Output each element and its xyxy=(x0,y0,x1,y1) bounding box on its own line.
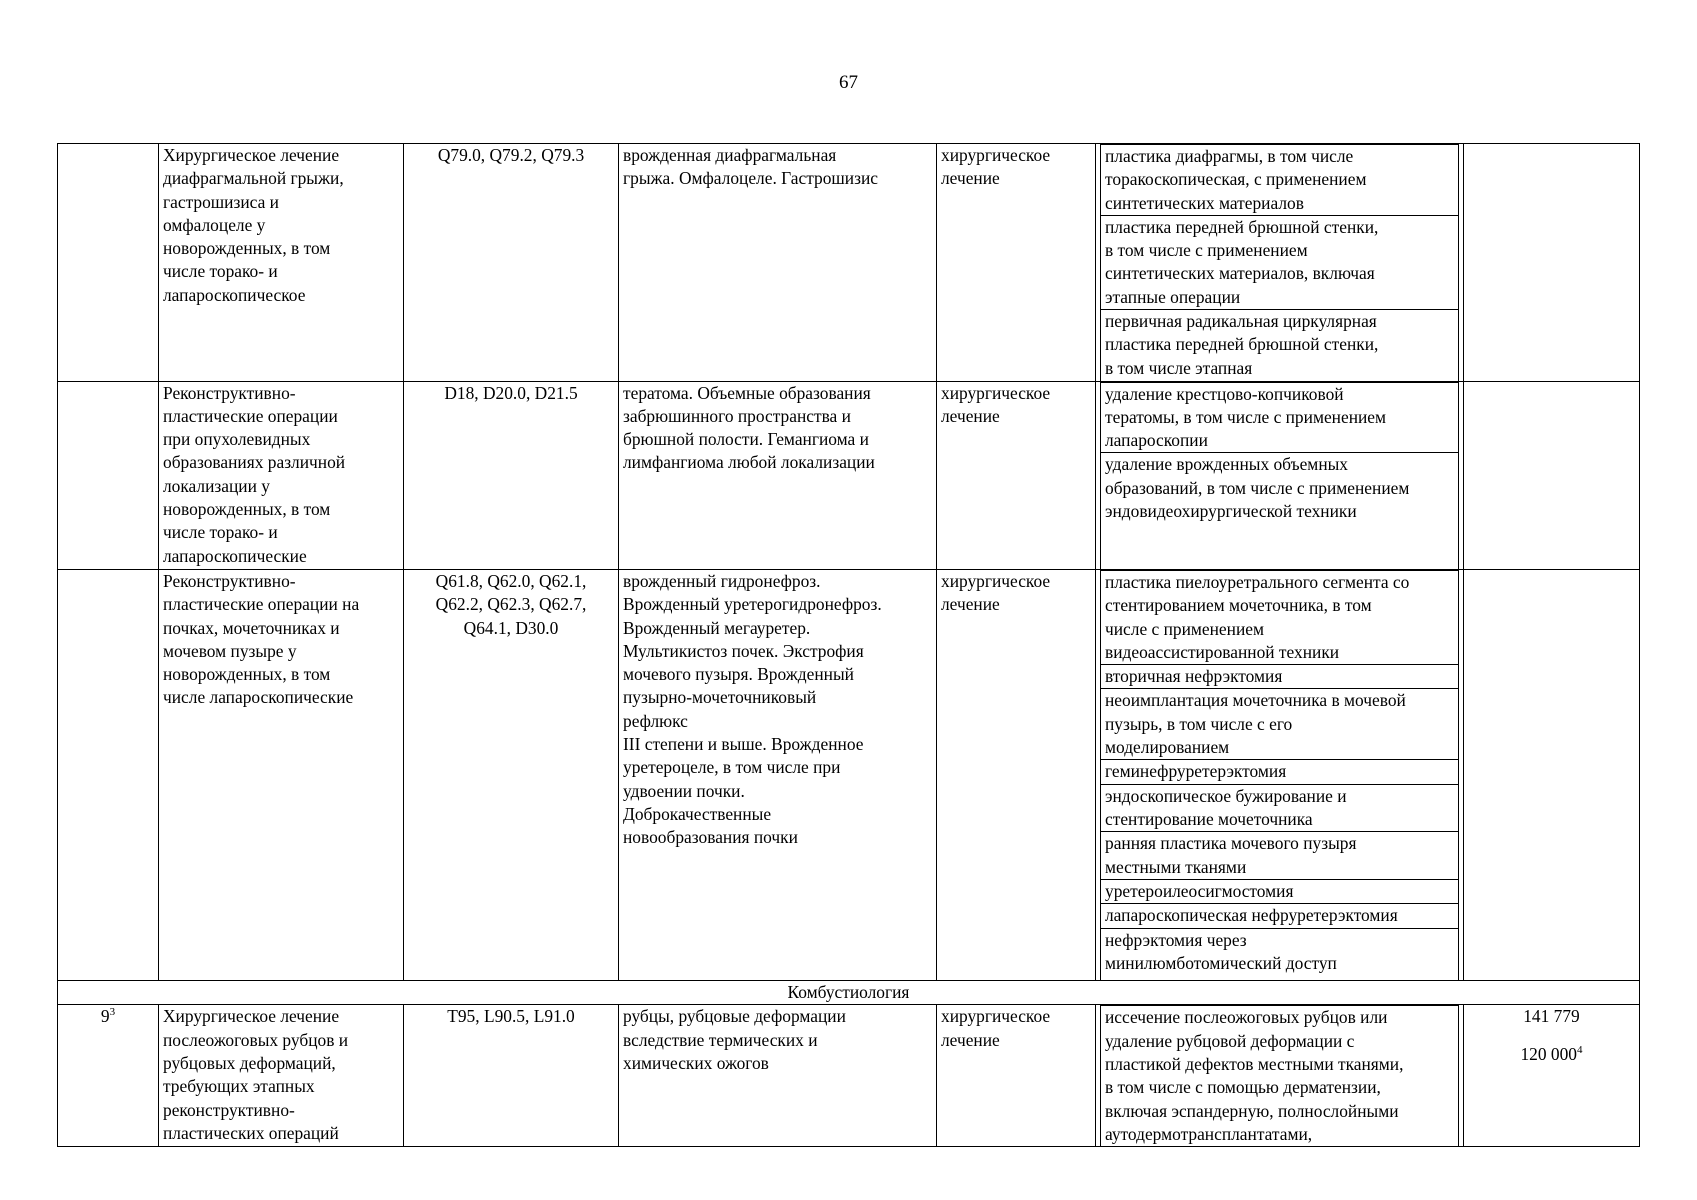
service-name-cell xyxy=(159,144,404,382)
cell-text-line: числе торако- и xyxy=(163,522,278,543)
cost-cell xyxy=(1464,144,1640,382)
method-text-line: геминефруретерэктомия xyxy=(1105,761,1287,782)
method-item xyxy=(1101,310,1459,381)
method-item xyxy=(1101,215,1459,309)
cell-text-line: Q62.2, Q62.3, Q62.7, xyxy=(435,594,587,615)
method-text-line: удаление врожденных объемных xyxy=(1105,454,1349,475)
method-text-line: в том числе с помощью дерматензии, xyxy=(1105,1077,1381,1098)
patient-model-cell xyxy=(619,144,937,382)
cell-text-line: тератома. Объемные образования xyxy=(623,382,871,403)
cell-text-line: лечение xyxy=(941,405,1000,426)
treatment-methods-cell xyxy=(1096,144,1464,382)
method-item xyxy=(1101,382,1459,453)
cell-text-line: лапароскопические xyxy=(163,545,307,566)
treatment-type-cell xyxy=(937,144,1096,382)
treatment-methods-cell xyxy=(1096,1005,1464,1147)
cell-text-line: врожденная диафрагмальная xyxy=(623,145,837,165)
method-text-line: моделированием xyxy=(1105,737,1230,758)
method-text xyxy=(1101,215,1459,309)
cell-text-line: Q64.1, D30.0 xyxy=(463,617,559,638)
cell-text-line: реконструктивно- xyxy=(163,1099,295,1120)
cost-cell xyxy=(1464,381,1640,569)
cell-text-line: химических ожогов xyxy=(623,1052,769,1073)
method-item xyxy=(1101,665,1459,689)
cell-text-line: хирургическое xyxy=(941,145,1051,165)
method-text xyxy=(1101,145,1459,216)
icd-codes-cell xyxy=(404,144,619,382)
method-text xyxy=(1101,310,1459,381)
cell-text-line: лечение xyxy=(941,1029,1000,1050)
cell-text-line: новообразования почки xyxy=(623,827,798,848)
method-text-line: местными тканями xyxy=(1105,856,1247,877)
cell-text-line: забрюшинного пространства и xyxy=(623,405,851,426)
cell-text-line: T95, L90.5, L91.0 xyxy=(447,1006,575,1027)
cost-cell xyxy=(1464,1005,1640,1147)
cell-text-line: новорожденных, в том xyxy=(163,664,331,685)
icd-codes-cell xyxy=(404,381,619,569)
cell-text-line: рефлюкс xyxy=(623,710,688,731)
cell-text-line: лимфангиома любой локализации xyxy=(623,452,875,473)
method-text-line: уретероилеосигмостомия xyxy=(1105,880,1294,901)
method-text-line: пластика передней брюшной стенки, xyxy=(1105,334,1379,355)
cell-text-line: Хирургическое лечение xyxy=(163,1006,340,1027)
cell-text-line: Хирургическое лечение xyxy=(163,145,340,165)
cell-text-line: пластических операций xyxy=(163,1122,339,1143)
method-text-line: минилюмботомический доступ xyxy=(1105,952,1337,973)
cell-text-line: при опухолевидных xyxy=(163,429,311,450)
method-item xyxy=(1101,784,1459,832)
method-text xyxy=(1101,665,1459,689)
method-text-line: торакоскопическая, с применением xyxy=(1105,169,1367,190)
method-text-line: пузырь, в том числе с его xyxy=(1105,713,1293,734)
cell-text-line: рубцовых деформаций, xyxy=(163,1052,336,1073)
method-text-line: пластика диафрагмы, в том числе xyxy=(1105,146,1354,166)
method-item xyxy=(1101,760,1459,784)
cell-text-line: локализации у xyxy=(163,475,270,496)
cell-text-line: рубцы, рубцовые деформации xyxy=(623,1006,846,1027)
service-name-cell xyxy=(159,381,404,569)
cell-text-line: требующих этапных xyxy=(163,1076,315,1097)
cell-text-line: новорожденных, в том xyxy=(163,238,331,259)
cell-text-line: Мультикистоз почек. Экстрофия xyxy=(623,640,864,661)
method-item xyxy=(1101,145,1459,216)
cell-text-line: почках, мочеточниках и xyxy=(163,617,340,638)
cell-text-line: пластические операции на xyxy=(163,594,360,615)
method-text-line: тератомы, в том числе с применением xyxy=(1105,406,1387,427)
cell-text-line: брюшной полости. Гемангиома и xyxy=(623,429,869,450)
method-text-line: лапароскопии xyxy=(1105,430,1208,451)
method-item xyxy=(1101,689,1459,760)
icd-codes-cell xyxy=(404,569,619,980)
cell-text-line: числе лапароскопические xyxy=(163,687,354,708)
cell-text-line: образованиях различной xyxy=(163,452,346,473)
treatment-type-cell xyxy=(937,381,1096,569)
cell-text-line: новорожденных, в том xyxy=(163,499,331,520)
treatment-methods-cell xyxy=(1096,381,1464,569)
method-text-line: числе с применением xyxy=(1105,618,1264,639)
cell-text-line: Q61.8, Q62.0, Q62.1, xyxy=(435,570,587,591)
treatment-methods-cell xyxy=(1096,569,1464,980)
section-header-row xyxy=(58,981,1640,1005)
cell-text-line: III степени и выше. Врожденное xyxy=(623,734,864,755)
method-text-line: стентирование мочеточника xyxy=(1105,809,1313,830)
method-text xyxy=(1101,689,1459,760)
method-text-line: включая эспандерную, полнослойными xyxy=(1105,1100,1399,1121)
method-text-line: пластика передней брюшной стенки, xyxy=(1105,216,1379,237)
method-text-line: пластика пиелоуретрального сегмента со xyxy=(1105,571,1410,592)
cell-text-line: грыжа. Омфалоцеле. Гастрошизис xyxy=(623,168,878,189)
method-text-line: удаление крестцово-копчиковой xyxy=(1105,383,1344,404)
cell-text-line: диафрагмальной грыжи, xyxy=(163,168,344,189)
method-text xyxy=(1101,760,1459,784)
patient-model-cell xyxy=(619,1005,937,1147)
method-item xyxy=(1101,904,1459,928)
method-text-line: образований, в том числе с применением xyxy=(1105,477,1410,498)
cell-text-line: вследствие термических и xyxy=(623,1029,818,1050)
cell-text-line: Реконструктивно- xyxy=(163,570,296,591)
row-number-cell xyxy=(58,144,159,382)
cell-text-line: Врожденный уретерогидронефроз. xyxy=(623,594,882,615)
method-text xyxy=(1101,928,1459,980)
cell-text-line: лечение xyxy=(941,594,1000,615)
treatment-type-cell xyxy=(937,1005,1096,1147)
services-table xyxy=(57,143,1640,1147)
patient-model-cell xyxy=(619,569,937,980)
cell-text-line: Реконструктивно- xyxy=(163,382,296,403)
cell-text-line: хирургическое xyxy=(941,382,1051,403)
method-text-line: лапароскопическая нефруретерэктомия xyxy=(1105,905,1398,926)
table-row xyxy=(58,144,1640,382)
patient-model-cell xyxy=(619,381,937,569)
method-text-line: синтетических материалов, включая xyxy=(1105,263,1375,284)
service-name-cell xyxy=(159,1005,404,1147)
cell-text-line: мочевого пузыря. Врожденный xyxy=(623,664,854,685)
method-item xyxy=(1101,832,1459,880)
method-item xyxy=(1101,453,1459,569)
table-row xyxy=(58,569,1640,980)
table-row xyxy=(58,1005,1640,1147)
cost-cell xyxy=(1464,569,1640,980)
cell-text-line: удвоении почки. xyxy=(623,780,745,801)
cell-text-line: лечение xyxy=(941,168,1000,189)
cell-text-line: мочевом пузыре у xyxy=(163,640,297,661)
method-text-line: иссечение послеожоговых рубцов или xyxy=(1105,1007,1388,1028)
table-row xyxy=(58,381,1640,569)
cell-text-line: уретероцеле, в том числе при xyxy=(623,757,841,778)
method-text-line: в том числе с применением xyxy=(1105,240,1308,261)
method-text-line: в том числе этапная xyxy=(1105,357,1253,378)
icd-codes-cell xyxy=(404,1005,619,1147)
section-title: Комбустиология xyxy=(58,981,1640,1005)
method-text-line: аутодермотрансплантатами, xyxy=(1105,1123,1313,1144)
method-text-line: этапные операции xyxy=(1105,286,1241,307)
cell-text-line: Врожденный мегауретер. xyxy=(623,617,811,638)
method-text xyxy=(1101,784,1459,832)
cell-text-line: D18, D20.0, D21.5 xyxy=(444,382,578,403)
treatment-type-cell xyxy=(937,569,1096,980)
method-item xyxy=(1101,1006,1459,1146)
method-text-line: эндовидеохирургической техники xyxy=(1105,501,1357,522)
method-text xyxy=(1101,832,1459,880)
cell-text-line: врожденный гидронефроз. xyxy=(623,570,821,591)
method-text xyxy=(1101,879,1459,903)
row-number-cell xyxy=(58,569,159,980)
cell-text-line: пластические операции xyxy=(163,405,338,426)
method-item xyxy=(1101,928,1459,980)
cell-text-line: Доброкачественные xyxy=(623,803,772,824)
method-text xyxy=(1101,453,1459,569)
method-item xyxy=(1101,570,1459,664)
method-text-line: пластикой дефектов местными тканями, xyxy=(1105,1053,1404,1074)
method-text xyxy=(1101,570,1459,664)
method-text-line: синтетических материалов xyxy=(1105,192,1304,213)
method-text-line: эндоскопическое бужирование и xyxy=(1105,785,1347,806)
cell-text-line: Q79.0, Q79.2, Q79.3 xyxy=(437,145,585,165)
method-text-line: первичная радикальная циркулярная xyxy=(1105,311,1377,332)
row-number-cell xyxy=(58,381,159,569)
cell-text-line: хирургическое xyxy=(941,1006,1051,1027)
cell-text-line: пузырно-мочеточниковый xyxy=(623,687,817,708)
cell-text-line: хирургическое xyxy=(941,570,1051,591)
method-text-line: удаление рубцовой деформации с xyxy=(1105,1030,1355,1051)
method-text-line: неоимплантация мочеточника в мочевой xyxy=(1105,690,1406,711)
method-text-line: вторичная нефрэктомия xyxy=(1105,666,1283,687)
method-text xyxy=(1101,382,1459,453)
method-text-line: видеоассистированной техники xyxy=(1105,641,1340,662)
cost-value-alt: 120 $000^4$ xyxy=(1520,1043,1583,1064)
page-number: 67 xyxy=(839,72,858,93)
cell-text-line: гастрошизиса и xyxy=(163,191,279,212)
cost-value: 141 779 xyxy=(1523,1006,1580,1027)
cell-text-line: послеожоговых рубцов и xyxy=(163,1029,349,1050)
method-text-line: нефрэктомия через xyxy=(1105,929,1247,950)
row-number-cell: $9^3$ xyxy=(58,1005,159,1147)
cell-text-line: омфалоцеле у xyxy=(163,214,266,235)
service-name-cell xyxy=(159,569,404,980)
method-text xyxy=(1101,904,1459,928)
method-text-line: ранняя пластика мочевого пузыря xyxy=(1105,833,1357,854)
method-text xyxy=(1101,1006,1459,1146)
cell-text-line: лапароскопическое xyxy=(163,284,306,305)
cell-text-line: числе торако- и xyxy=(163,261,278,282)
method-item xyxy=(1101,879,1459,903)
method-text-line: стентированием мочеточника, в том xyxy=(1105,595,1372,616)
